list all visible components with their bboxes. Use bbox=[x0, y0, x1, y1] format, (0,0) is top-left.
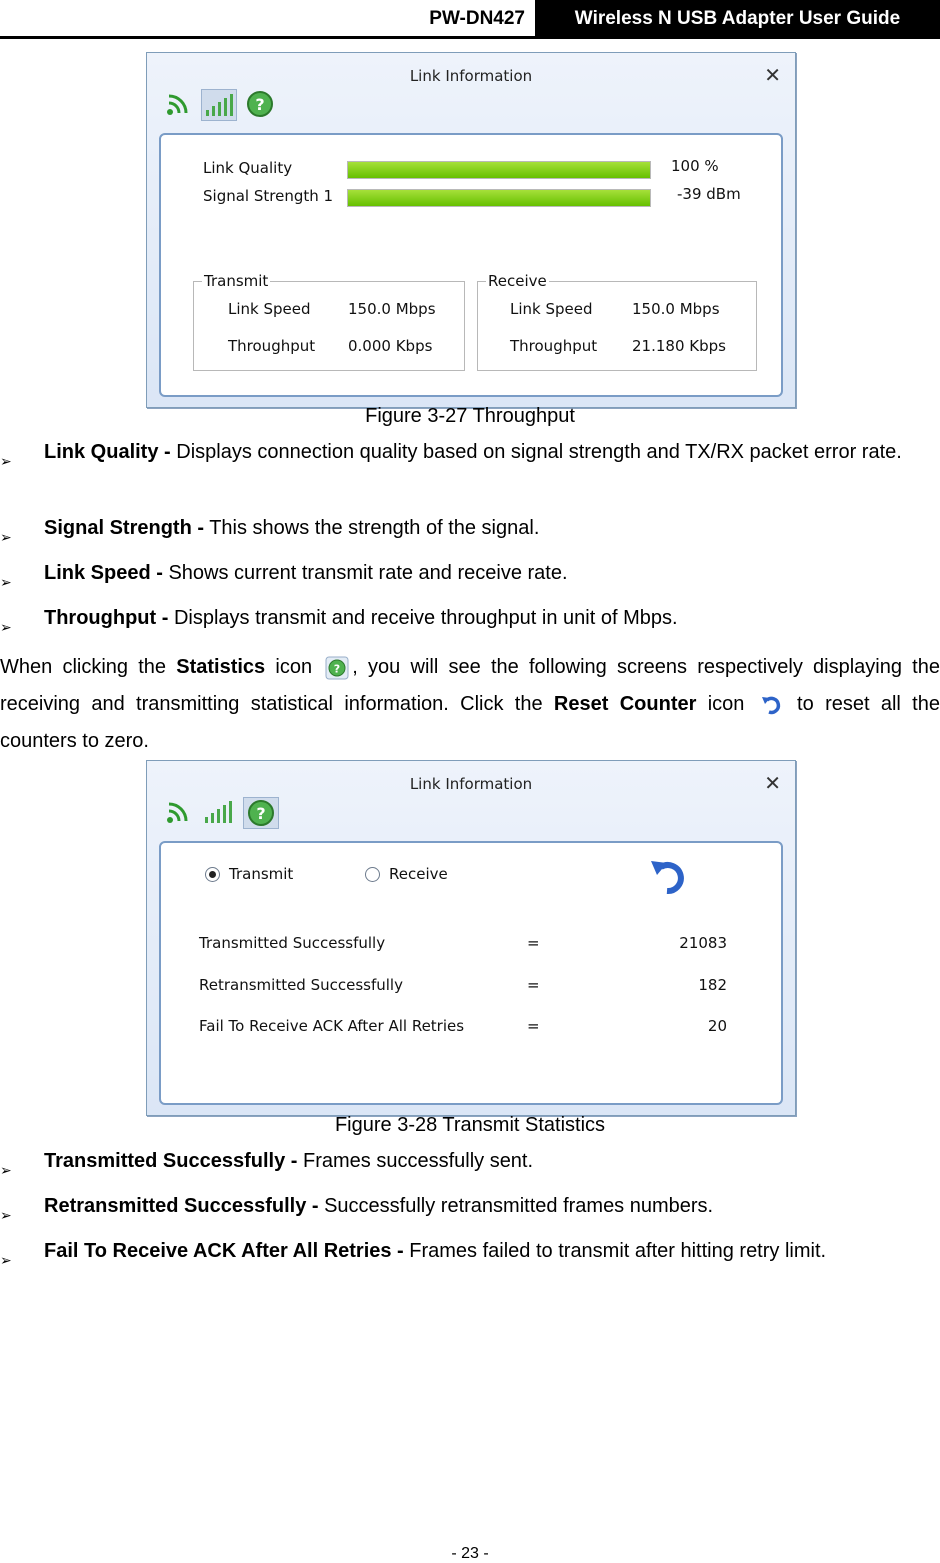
bullet-marker: ➢ bbox=[0, 619, 12, 635]
stat-label-fail-ack: Fail To Receive ACK After All Retries bbox=[199, 1017, 465, 1035]
signal-bars-icon[interactable] bbox=[201, 797, 235, 827]
link-quality-bar bbox=[347, 161, 651, 179]
transmit-radio-label: Transmit bbox=[229, 865, 294, 883]
signal-strength-bar-fill bbox=[348, 190, 650, 206]
stat-label-retransmitted: Retransmitted Successfully bbox=[199, 976, 403, 994]
bullet-term: Transmitted Successfully - bbox=[44, 1150, 298, 1172]
header-title: Wireless N USB Adapter User Guide bbox=[535, 0, 940, 38]
stat-value-fail-ack: 20 bbox=[707, 1017, 727, 1035]
link-quality-bar-fill bbox=[348, 162, 650, 178]
transmit-group bbox=[193, 272, 465, 371]
para-text-3: , you will see the following screens respectively displaying the receiving and transmitting statistical information. Click the bbox=[0, 656, 940, 715]
statistics-icon[interactable] bbox=[245, 89, 275, 119]
bullet-text: Frames successfully sent. bbox=[297, 1150, 534, 1172]
receive-group bbox=[477, 272, 757, 371]
para-bold-statistics: Statistics bbox=[176, 656, 266, 678]
bullet-text: Frames failed to transmit after hitting retry limit. bbox=[403, 1240, 827, 1262]
header-model: PW-DN427 bbox=[429, 8, 525, 29]
figure-caption-3-28: Figure 3-28 Transmit Statistics bbox=[334, 1114, 606, 1136]
bullet-marker: ➢ bbox=[0, 574, 12, 590]
close-icon[interactable]: ✕ bbox=[764, 771, 781, 795]
para-text-5: to reset all the counters to zero. bbox=[0, 693, 940, 752]
signal-strength-value: -39 dBm bbox=[677, 185, 741, 203]
link-information-window-statistics bbox=[146, 760, 796, 1116]
svg-text:?: ? bbox=[256, 804, 266, 823]
receive-radio[interactable] bbox=[365, 867, 380, 882]
statistics-icon[interactable] bbox=[243, 797, 279, 829]
transmit-radio[interactable] bbox=[205, 867, 220, 882]
transmit-link-speed-label: Link Speed bbox=[228, 300, 311, 318]
statistics-paragraph bbox=[0, 649, 940, 760]
bullet-term: Signal Strength - bbox=[44, 517, 204, 539]
wireless-icon[interactable] bbox=[163, 797, 193, 827]
bullet-marker: ➢ bbox=[0, 1252, 12, 1268]
bullet-marker: ➢ bbox=[0, 1162, 12, 1178]
svg-text:?: ? bbox=[255, 95, 265, 114]
bullet-marker: ➢ bbox=[0, 529, 12, 545]
signal-strength-bar bbox=[347, 189, 651, 207]
info-panel bbox=[159, 133, 783, 397]
page-header bbox=[0, 0, 940, 40]
receive-group-label: Receive bbox=[488, 272, 547, 290]
para-bold-reset-counter: Reset Counter bbox=[553, 693, 697, 715]
window-title: Link Information bbox=[409, 67, 533, 85]
bullet-term: Fail To Receive ACK After All Retries - bbox=[44, 1240, 404, 1262]
stat-label-transmitted: Transmitted Successfully bbox=[199, 934, 386, 952]
bullet-marker: ➢ bbox=[0, 1207, 12, 1223]
bullet-text: Successfully retransmitted frames numbers. bbox=[318, 1195, 714, 1217]
transmit-throughput-value: 0.000 Kbps bbox=[348, 337, 433, 355]
statistics-icon bbox=[325, 656, 349, 680]
stat-eq: = bbox=[527, 1017, 540, 1035]
para-text-4: icon bbox=[696, 693, 756, 715]
bullet-term: Link Speed - bbox=[44, 562, 163, 584]
receive-throughput-value: 21.180 Kbps bbox=[632, 337, 726, 355]
receive-radio-label: Receive bbox=[389, 865, 448, 883]
transmit-throughput-label: Throughput bbox=[228, 337, 316, 355]
bullet-text: This shows the strength of the signal. bbox=[204, 517, 540, 539]
transmit-group-label: Transmit bbox=[204, 272, 269, 290]
link-quality-value: 100 % bbox=[671, 157, 719, 175]
para-text-2: icon bbox=[265, 656, 323, 678]
stat-eq: = bbox=[527, 934, 540, 952]
stat-value-retransmitted: 182 bbox=[698, 976, 727, 994]
bullet-text: Displays connection quality based on signal strength and TX/RX packet error rate. bbox=[170, 441, 902, 463]
transmit-link-speed-value: 150.0 Mbps bbox=[348, 300, 436, 318]
bullet-text: Shows current transmit rate and receive rate. bbox=[162, 562, 568, 584]
figure-caption-3-27: Figure 3-27 Throughput bbox=[365, 405, 575, 427]
window-title: Link Information bbox=[409, 775, 533, 793]
signal-strength-label: Signal Strength 1 bbox=[203, 187, 334, 205]
stat-eq: = bbox=[527, 976, 540, 994]
link-information-window-throughput bbox=[146, 52, 796, 408]
link-quality-label: Link Quality bbox=[203, 159, 293, 177]
header-rule bbox=[0, 36, 940, 39]
wireless-icon[interactable] bbox=[163, 89, 193, 119]
receive-link-speed-value: 150.0 Mbps bbox=[632, 300, 720, 318]
close-icon[interactable]: ✕ bbox=[764, 63, 781, 87]
bullet-term: Throughput - bbox=[44, 607, 169, 629]
svg-text:?: ? bbox=[334, 662, 341, 676]
bullet-term: Retransmitted Successfully - bbox=[44, 1195, 319, 1217]
receive-throughput-label: Throughput bbox=[510, 337, 598, 355]
page-number: - 23 - bbox=[451, 1545, 489, 1562]
statistics-panel bbox=[159, 841, 783, 1105]
bullet-term: Link Quality - bbox=[44, 441, 171, 463]
bullet-link-quality bbox=[0, 436, 940, 500]
para-text-1: When clicking the bbox=[0, 656, 177, 678]
stat-value-transmitted: 21083 bbox=[679, 934, 727, 952]
signal-bars-icon[interactable] bbox=[201, 89, 237, 121]
bullet-text: Displays transmit and receive throughput in unit of Mbps. bbox=[168, 607, 678, 629]
bullet-marker: ➢ bbox=[0, 453, 12, 469]
reset-counter-icon bbox=[759, 693, 783, 717]
receive-link-speed-label: Link Speed bbox=[510, 300, 593, 318]
reset-counter-icon[interactable] bbox=[649, 857, 693, 897]
